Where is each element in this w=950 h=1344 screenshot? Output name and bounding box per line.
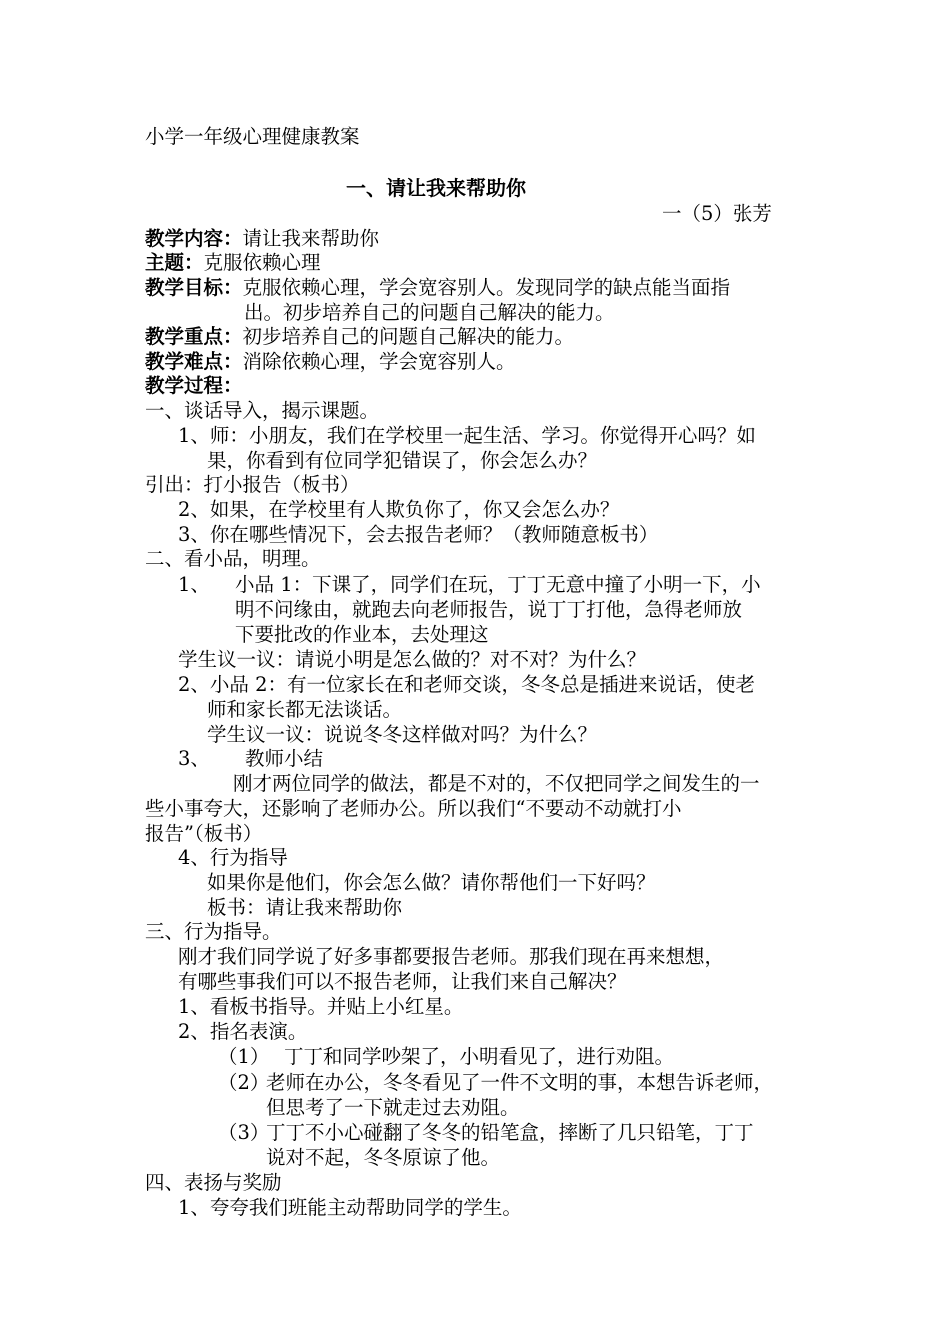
field-goal-continued: 出。初步培养自己的问题自己解决的能力。	[244, 301, 615, 324]
paragraph-line: 但思考了一下就走过去劝阻。	[266, 1096, 520, 1119]
field-label: 教学内容：	[145, 227, 243, 250]
list-number: （2）	[218, 1071, 270, 1094]
paragraph-line: 报告”（板书）	[145, 822, 263, 845]
paragraph-line: 学生议一议：请说小明是怎么做的？对不对？为什么？	[178, 648, 647, 671]
field-difficulty	[145, 349, 516, 375]
field-label: 教学重点：	[145, 325, 243, 348]
paragraph-line: 3、你在哪些情况下，会去报告老师？（教师随意板书）	[178, 523, 659, 546]
section-heading-1: 一、谈话导入，揭示课题。	[145, 399, 380, 422]
paragraph-line: 有哪些事我们可以不报告老师，让我们来自己解决？	[178, 970, 627, 993]
paragraph-line: 些小事夸大，还影响了老师办公。所以我们“不要动不动就打小	[145, 797, 682, 820]
lesson-title: 一、请让我来帮助你	[346, 176, 526, 200]
paragraph-line: 明不问缘由，就跑去向老师报告，说丁丁打他，急得老师放	[235, 598, 743, 621]
field-label: 教学目标：	[145, 276, 243, 299]
list-number: （1）	[218, 1045, 270, 1068]
section-heading-4: 四、表扬与奖励	[145, 1171, 282, 1194]
paragraph-line: 如果你是他们，你会怎么做？请你帮他们一下好吗？	[207, 871, 656, 894]
paragraph-line: 引出：打小报告（板书）	[145, 473, 360, 496]
paragraph-line: 学生议一议：说说冬冬这样做对吗？为什么？	[207, 723, 598, 746]
paragraph-line: 板书：请让我来帮助你	[207, 896, 403, 919]
section-heading-2: 二、看小品，明理。	[145, 547, 321, 570]
field-theme	[145, 250, 321, 276]
paragraph-line: 丁丁和同学吵架了，小明看见了，进行劝阻。	[284, 1045, 675, 1068]
field-label: 教学难点：	[145, 350, 243, 373]
field-label: 主题：	[145, 251, 204, 274]
paragraph-line: 2、小品 2：有一位家长在和老师交谈，冬冬总是插进来说话，使老	[178, 673, 756, 696]
list-number: 3、	[178, 747, 210, 770]
field-value: 初步培养自己的问题自己解决的能力。	[242, 325, 575, 348]
field-value: 克服依赖心理，学会宽容别人。发现同学的缺点能当面指	[242, 276, 731, 299]
field-key-point	[145, 324, 574, 350]
field-process: 教学过程：	[145, 374, 243, 397]
paragraph-line: 说对不起，冬冬原谅了他。	[266, 1146, 501, 1169]
paragraph-line: 丁丁不小心碰翻了冬冬的铅笔盒，摔断了几只铅笔，丁丁	[266, 1121, 754, 1144]
paragraph-line: 2、指名表演。	[178, 1020, 308, 1043]
paragraph-line: 果，你看到有位同学犯错误了，你会怎么办？	[207, 449, 598, 472]
paragraph-line: 教师小结	[245, 747, 324, 770]
document-header: 小学一年级心理健康教案	[145, 125, 360, 148]
paragraph-line: 4、行为指导	[178, 846, 288, 869]
field-goal	[145, 275, 730, 301]
paragraph-line: 刚才两位同学的做法，都是不对的，不仅把同学之间发生的一	[233, 772, 760, 795]
paragraph-line: 1、师：小朋友，我们在学校里一起生活、学习。你觉得开心吗？如	[178, 424, 756, 447]
list-number: 1、	[178, 573, 210, 596]
list-number: （3）	[218, 1121, 270, 1144]
paragraph-line: 小品 1：下课了，同学们在玩，丁丁无意中撞了小明一下，小	[235, 573, 761, 596]
paragraph-line: 刚才我们同学说了好多事都要报告老师。那我们现在再来想想，	[178, 945, 725, 968]
paragraph-line: 2、如果，在学校里有人欺负你了，你又会怎么办？	[178, 498, 620, 521]
paragraph-line: 1、看板书指导。并贴上小红星。	[178, 995, 464, 1018]
author-line: 一（5）张芳	[662, 202, 772, 225]
field-content	[145, 226, 379, 252]
paragraph-line: 师和家长都无法谈话。	[207, 698, 403, 721]
field-value: 克服依赖心理	[203, 251, 321, 274]
section-heading-3: 三、行为指导。	[145, 920, 282, 943]
field-value: 消除依赖心理，学会宽容别人。	[242, 350, 516, 373]
field-value: 请让我来帮助你	[242, 227, 380, 250]
paragraph-line: 下要批改的作业本，去处理这	[235, 623, 489, 646]
paragraph-line: 老师在办公，冬冬看见了一件不文明的事，本想告诉老师，	[266, 1071, 774, 1094]
paragraph-line: 1、夸夸我们班能主动帮助同学的学生。	[178, 1196, 522, 1219]
